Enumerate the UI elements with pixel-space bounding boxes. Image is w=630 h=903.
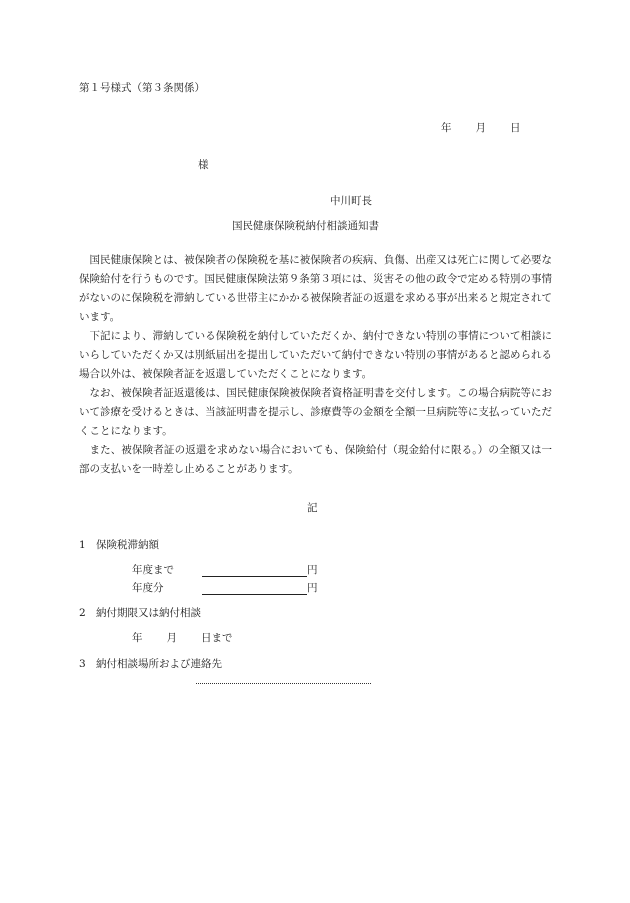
item-payment-deadline bbox=[79, 605, 201, 620]
amount-row bbox=[132, 580, 318, 595]
item-consultation-place bbox=[79, 656, 222, 671]
amount-blank bbox=[202, 582, 307, 595]
date-line bbox=[441, 120, 521, 135]
date-day: 日 bbox=[510, 122, 521, 134]
form-number: 第１号様式（第３条関係） bbox=[79, 82, 205, 94]
document-title: 国民健康保険税納付相談通知書 bbox=[232, 220, 379, 232]
deadline-date bbox=[132, 630, 233, 645]
dotted-line bbox=[196, 683, 371, 684]
notice-body bbox=[79, 251, 552, 479]
amount-label: 年度分 bbox=[132, 582, 164, 594]
issuer: 中川町長 bbox=[330, 195, 372, 207]
item-number: 1 bbox=[79, 539, 86, 551]
amount-label: 年度まで bbox=[132, 564, 174, 576]
item-unpaid-amount bbox=[79, 537, 159, 552]
addressee-suffix: 様 bbox=[198, 159, 209, 171]
amount-unit: 円 bbox=[307, 582, 318, 594]
amount-unit: 円 bbox=[307, 564, 318, 576]
deadline-day: 日まで bbox=[201, 632, 233, 644]
date-month: 月 bbox=[475, 122, 486, 134]
paragraph: 国民健康保険とは、被保険者の保険税を基に被保険者の疾病、負傷、出産又は死亡に関して必要な保険給付を行うものです。国民健康保険法第９条第３項には、災害その他の政令で定める特別の事情がないのに保険税を滞納している世帯主にかかる被保険者証の返還を求める事が出来ると規定されています。 bbox=[79, 254, 552, 323]
amount-blank bbox=[202, 564, 307, 577]
item-label: 納付期限又は納付相談 bbox=[96, 607, 201, 619]
ki-heading: 記 bbox=[307, 502, 318, 514]
paragraph: 下記により、滞納している保険税を納付していただくか、納付できない特別の事情について相談にいらしていただくか又は別紙届出を提出していただいて納付できない特別の事情があると認められる場合以外は、被保険者証を返還していただくことになります。 bbox=[79, 330, 552, 380]
amount-row bbox=[132, 562, 318, 577]
date-year: 年 bbox=[441, 122, 452, 134]
item-number: 2 bbox=[79, 607, 86, 619]
item-label: 納付相談場所および連絡先 bbox=[96, 658, 222, 670]
deadline-year: 年 bbox=[132, 632, 143, 644]
paragraph: また、被保険者証の返還を求めない場合においても、保険給付（現金給付に限る。）の全額又は一部の支払いを一時差し止めることがあります。 bbox=[79, 444, 552, 475]
paragraph: なお、被保険者証返還後は、国民健康保険被保険者資格証明書を交付します。この場合病院等において診療を受けるときは、当該証明書を提示し、診療費等の金額を全額一旦病院等に支払っていただくことになります。 bbox=[79, 387, 552, 437]
item-number: 3 bbox=[79, 658, 86, 670]
item-label: 保険税滞納額 bbox=[96, 539, 159, 551]
deadline-month: 月 bbox=[166, 632, 177, 644]
